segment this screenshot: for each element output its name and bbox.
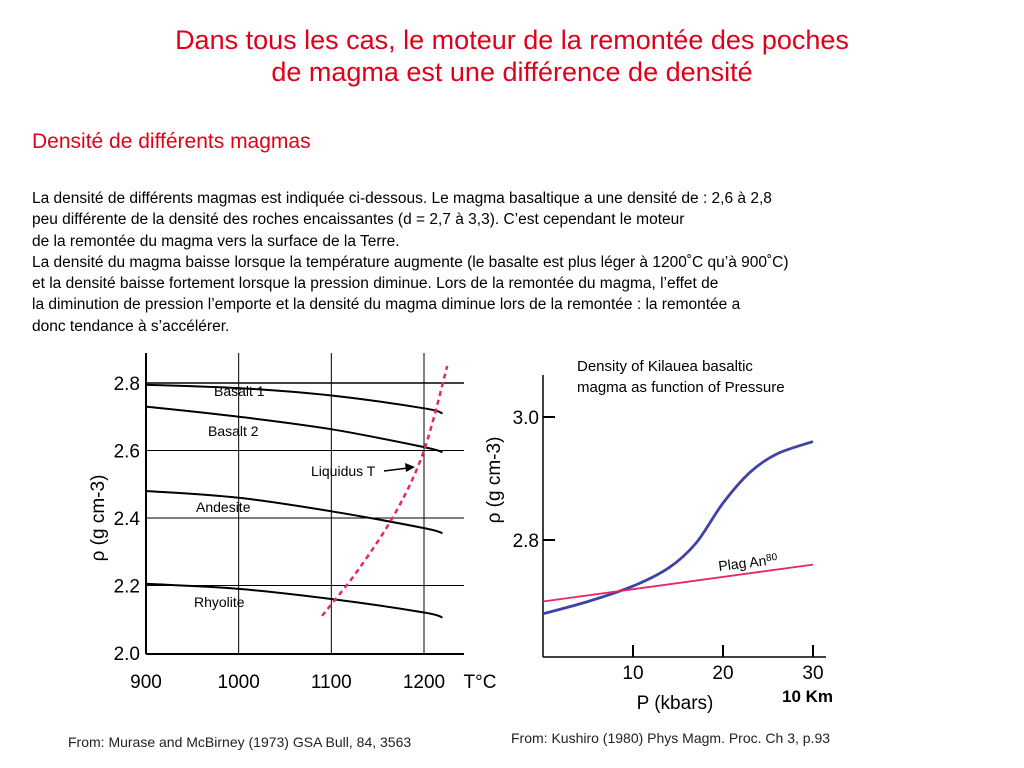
depth-label: 10 Km bbox=[782, 687, 834, 706]
series-line-plag bbox=[543, 565, 813, 602]
x-tick-label: 900 bbox=[130, 672, 162, 693]
series-line bbox=[146, 385, 443, 414]
x-tick-label: 1000 bbox=[217, 672, 260, 693]
source-right: From: Kushiro (1980) Phys Magm. Proc. Ch 3, p.93 bbox=[511, 730, 831, 746]
y-axis-label: ρ (g cm-3) bbox=[484, 436, 505, 524]
series-label: Basalt 2 bbox=[208, 423, 259, 439]
y-tick-label: 3.0 bbox=[512, 408, 539, 429]
paragraph-line: la diminution de pression l’emporte et la densité du magma diminue lors de la remontée : la remontée a bbox=[32, 296, 741, 314]
title-line-2: de magma est une différence de densité bbox=[271, 57, 753, 87]
section-subtitle: Densité de différents magmas bbox=[32, 130, 311, 153]
x-axis-label: P (kbars) bbox=[636, 693, 714, 714]
annotation-arrow-shaft bbox=[384, 468, 408, 471]
x-tick-label: 20 bbox=[712, 663, 734, 684]
y-tick-label: 2.4 bbox=[113, 509, 140, 530]
series-label-subscript: 80 bbox=[765, 551, 778, 565]
pressure-density-chart bbox=[484, 358, 833, 714]
paragraph-line: peu différente de la densité des roches encaissantes (d = 2,7 à 3,3). C’est cependant le moteur bbox=[32, 211, 685, 229]
y-axis-label: ρ (g cm-3) bbox=[88, 474, 109, 562]
series-label: Andesite bbox=[196, 499, 251, 515]
y-tick-label: 2.0 bbox=[113, 644, 140, 665]
annotation-arrow-head bbox=[405, 463, 415, 472]
paragraph-line: La densité de différents magmas est indiquée ci-dessous. Le magma basaltique a une densité de : 2,6 à 2,8 bbox=[32, 190, 772, 207]
source-left: From: Murase and McBirney (1973) GSA Bull, 84, 3563 bbox=[68, 734, 412, 750]
paragraph-line: La densité du magma baisse lorsque la température augmente (le basalte est plus léger à 1200˚C qu’à 900˚C) bbox=[32, 253, 789, 271]
paragraph-line: et la densité baisse fortement lorsque la pression diminue. Lors de la remontée du magma, l’effet de bbox=[32, 275, 719, 293]
series-line-kilauea bbox=[543, 442, 813, 614]
x-axis-label: T°C bbox=[463, 672, 497, 693]
series-line bbox=[146, 584, 443, 618]
series-line bbox=[146, 491, 443, 533]
paragraph-line: donc tendance à s’accélérer. bbox=[32, 317, 230, 335]
y-tick-label: 2.8 bbox=[113, 374, 140, 395]
series-label: Rhyolite bbox=[194, 594, 245, 610]
chart-title-line: magma as function of Pressure bbox=[577, 379, 785, 396]
x-tick-label: 1100 bbox=[310, 672, 352, 693]
x-tick-label: 30 bbox=[802, 663, 824, 684]
series-label: Basalt 1 bbox=[214, 383, 265, 399]
annotation-liquidus: Liquidus T bbox=[311, 463, 376, 479]
title-line-1: Dans tous les cas, le moteur de la remontée des poches bbox=[175, 25, 849, 55]
x-tick-label: 10 bbox=[622, 663, 644, 684]
temperature-density-chart bbox=[88, 353, 496, 693]
series-line-liquidus bbox=[322, 366, 447, 616]
chart-title-line: Density of Kilauea basaltic bbox=[577, 358, 753, 375]
paragraph-line: de la remontée du magma vers la surface de la Terre. bbox=[32, 232, 400, 250]
series-label-plag: Plag An$^{80}$ bbox=[717, 551, 778, 574]
series-line bbox=[146, 407, 443, 453]
y-tick-label: 2.2 bbox=[113, 576, 140, 598]
y-tick-label: 2.8 bbox=[512, 531, 539, 552]
x-tick-label: 1200 bbox=[402, 672, 446, 693]
y-tick-label: 2.6 bbox=[113, 441, 140, 463]
